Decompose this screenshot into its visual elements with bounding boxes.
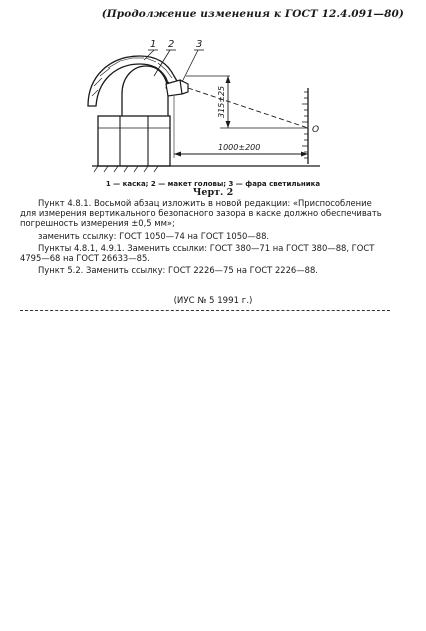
paragraph-item-4-8-1 <box>20 198 392 229</box>
text-line: Пункт 5.2. Заменить ссылку: ГОСТ 2226—75 на ГОСТ 2226—88. <box>38 265 318 276</box>
drawing-svg <box>70 36 340 178</box>
paragraph-reference-1050 <box>20 231 392 241</box>
figure-title: Черт. 2 <box>192 187 234 198</box>
height-dimension <box>220 76 308 128</box>
label-1: 1 <box>150 39 157 50</box>
text-line: заменить ссылку: ГОСТ 1050—74 на ГОСТ 1050—88. <box>38 230 270 241</box>
point-o-label: О <box>312 125 320 135</box>
floor <box>92 166 320 172</box>
paragraph-item-5-2 <box>20 265 392 275</box>
body-text <box>20 198 392 275</box>
text-line: погрешность измерения ±0,5 мм»; <box>20 218 175 229</box>
technical-drawing <box>70 36 340 178</box>
head-mockup <box>122 66 168 116</box>
text-line: для измерения вертикального безопасного зазора в каске должно обеспечивать <box>20 208 382 219</box>
text-line: 4795—68 на ГОСТ 26633—85. <box>20 253 150 264</box>
figure-caption: 1 — каска; 2 — макет головы; 3 — фара светильника <box>105 180 321 188</box>
height-dimension-label: 315±25 <box>217 85 226 118</box>
stand-base <box>98 116 170 166</box>
text-line: Пункты 4.8.1, 4.9.1. Заменить ссылки: ГОСТ 380—71 на ГОСТ 380—88, ГОСТ <box>38 242 375 253</box>
label-3: 3 <box>196 39 203 50</box>
separator-rule <box>20 310 390 311</box>
paragraph-items-4-8-1-4-9-1 <box>20 243 392 263</box>
ius-note: (ИУС № 5 1991 г.) <box>173 296 253 306</box>
running-header: (Продолжение изменения к ГОСТ 12.4.091—80) <box>101 8 404 20</box>
text-line: Пункт 4.8.1. Восьмой абзац изложить в новой редакции: «Приспособление <box>38 198 372 208</box>
beam-line <box>186 76 308 128</box>
label-2: 2 <box>168 39 175 50</box>
distance-dimension-label: 1000±200 <box>218 143 261 152</box>
